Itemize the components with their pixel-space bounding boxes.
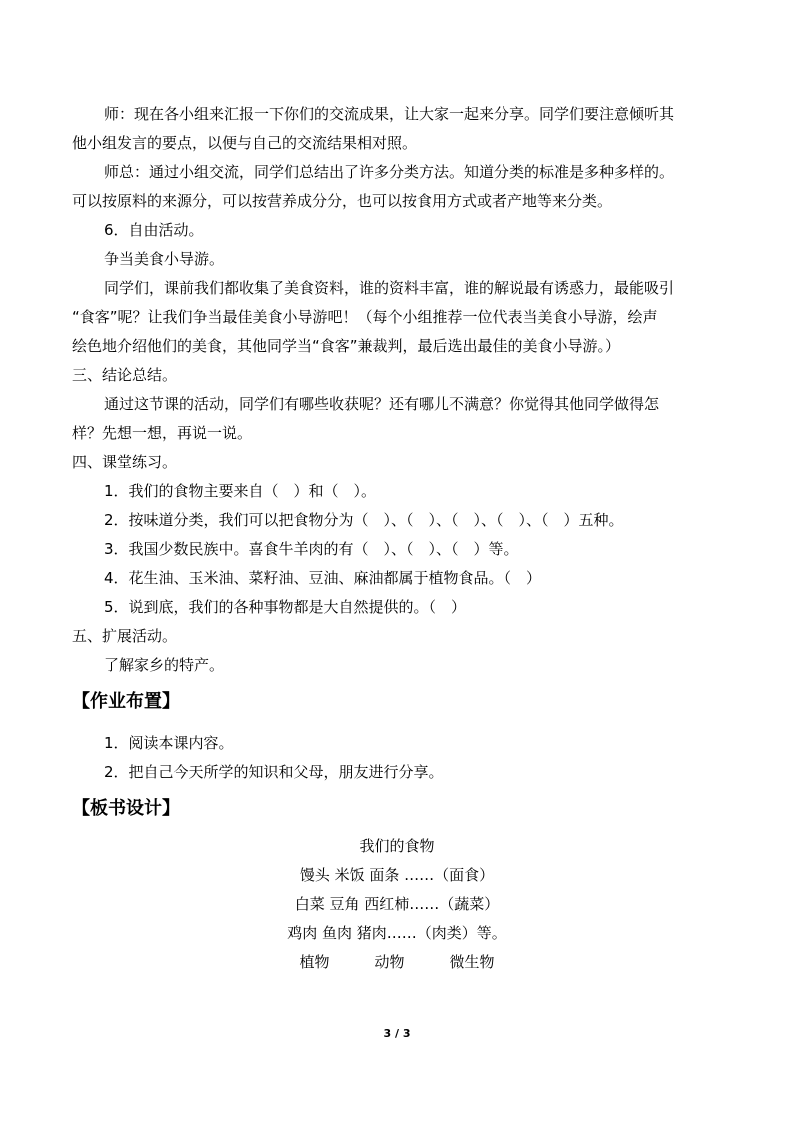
paragraph-line: 可以按原料的来源分，可以按营养成分分，也可以按食用方式或者产地等来分类。 (72, 192, 613, 210)
paragraph-line: 他小组发言的要点，以便与自己的交流结果相对照。 (72, 134, 418, 152)
exercise-item: 4．花生油、玉米油、菜籽油、豆油、麻油都属于植物食品。（ ） (104, 569, 542, 587)
exercise-item: 1．我们的食物主要来自（ ）和（ ）。 (104, 482, 377, 500)
homework-item: 2．把自己今天所学的知识和父母，朋友进行分享。 (104, 763, 444, 781)
paragraph-line: 样？先想一想，再说一说。 (72, 424, 253, 442)
paragraph-line: 同学们，课前我们都收集了美食资料，谁的资料丰富，谁的解说最有诱惑力，最能吸引 (104, 279, 675, 297)
paragraph-line: “食客”呢？让我们争当最佳美食小导游吧！（每个小组推荐一位代表当美食小导游，绘声 (72, 308, 658, 326)
page-number: 3 / 3 (383, 1027, 411, 1040)
paragraph-line: 绘色地介绍他们的美食，其他同学当“食客”兼裁判，最后选出最佳的美食小导游。） (72, 337, 621, 355)
board-line: 白菜 豆角 西红柿……（蔬菜） (294, 895, 500, 913)
paragraph-line: 师总：通过小组交流，同学们总结出了许多分类方法。知道分类的标准是多种多样的。 (104, 163, 675, 181)
board-title: 我们的食物 (359, 837, 435, 855)
paragraph-line: 通过这节课的活动，同学们有哪些收获呢？还有哪儿不满意？你觉得其他同学做得怎 (104, 395, 660, 413)
homework-item: 1．阅读本课内容。 (104, 734, 234, 752)
paragraph-line: 师：现在各小组来汇报一下你们的交流成果，让大家一起来分享。同学们要注意倾听其 (104, 105, 675, 123)
exercise-item: 2．按味道分类，我们可以把食物分为（ ）、（ ）、（ ）、（ ）、（ ）五种。 (104, 511, 624, 529)
paragraph-line: 了解家乡的特产。 (104, 656, 225, 674)
exercise-item: 3．我国少数民族中。喜食牛羊肉的有（ ）、（ ）、（ ）等。 (104, 540, 519, 558)
board-heading: 【板书设计】 (72, 798, 180, 819)
paragraph-line: 6．自由活动。 (104, 221, 204, 239)
paragraph-line: 争当美食小导游。 (104, 250, 225, 268)
homework-heading: 【作业布置】 (72, 691, 180, 712)
section-heading: 三、结论总结。 (72, 366, 178, 384)
board-line: 植物 动物 微生物 (299, 953, 495, 971)
board-line: 馒头 米饭 面条 ……（面食） (299, 866, 495, 884)
section-heading: 四、课堂练习。 (72, 453, 178, 471)
exercise-item: 5．说到底，我们的各种事物都是大自然提供的。（ ） (104, 598, 467, 616)
board-line: 鸡肉 鱼肉 猪肉……（肉类）等。 (287, 924, 507, 942)
section-heading: 五、扩展活动。 (72, 627, 178, 645)
